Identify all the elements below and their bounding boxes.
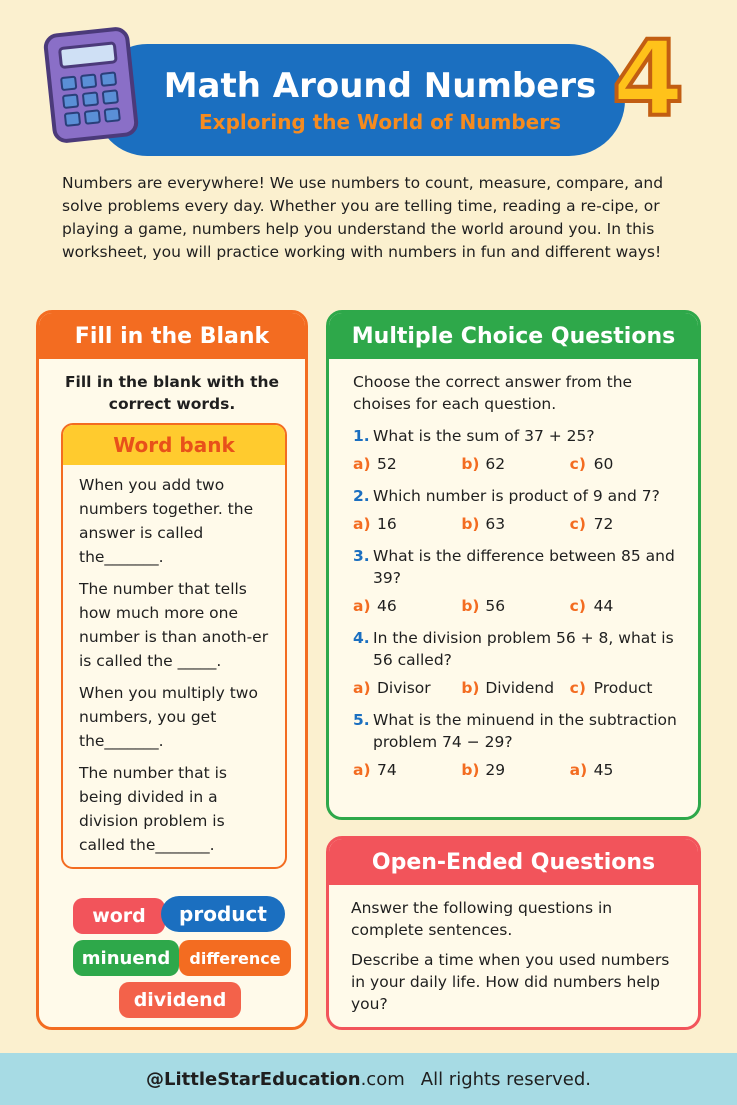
question-number: 2. <box>353 487 370 505</box>
open-ended-instruction: Answer the following questions in complete sentences. <box>351 899 613 939</box>
question-text: In the division problem 56 + 8, what is 56 called? <box>373 629 674 669</box>
fill-blank-item: When you add two numbers together. the answer is called the_______. <box>79 476 254 566</box>
fill-blank-item: When you multiply two numbers, you get the_______. <box>79 684 258 750</box>
fill-blank-title: Fill in the Blank <box>39 313 305 359</box>
question-number: 1. <box>353 427 370 445</box>
open-ended-panel <box>326 836 701 1030</box>
open-ended-title: Open-Ended Questions <box>329 839 698 885</box>
question-number: 5. <box>353 711 370 729</box>
question-text: What is the sum of 37 + 25? <box>373 427 595 445</box>
answer-option[interactable]: a) 52 <box>353 455 397 473</box>
question-text: Which number is product of 9 and 7? <box>373 487 660 505</box>
footer-rights: All rights reserved. <box>420 1068 591 1090</box>
question-4 <box>329 627 698 699</box>
multiple-choice-instruction: Choose the correct answer from the choises for each question. <box>353 373 633 413</box>
word-bank-box <box>61 423 287 869</box>
fill-in-the-blank-panel <box>36 310 308 1030</box>
question-number: 3. <box>353 547 370 565</box>
footer-handle: @LittleStarEducation <box>145 1068 361 1090</box>
answer-option[interactable]: b) 63 <box>461 515 506 533</box>
fill-blank-item: The number that tells how much more one number is than anoth-er is called the _____. <box>79 580 269 670</box>
word-chip: difference <box>179 940 291 976</box>
answer-option[interactable]: c) Product <box>569 679 653 697</box>
word-bank-title: Word bank <box>63 425 285 465</box>
answer-option[interactable]: a) 16 <box>353 515 397 533</box>
word-chip: dividend <box>119 982 241 1018</box>
multiple-choice-panel <box>326 310 701 820</box>
question-2 <box>329 485 698 535</box>
question-5 <box>329 709 698 781</box>
answer-option[interactable]: a) 45 <box>569 761 614 779</box>
answer-option[interactable]: a) 74 <box>353 761 397 779</box>
fill-blank-instruction: Fill in the blank with the correct words. <box>64 373 280 413</box>
word-chip: product <box>161 896 285 932</box>
question-text: What is the difference between 85 and 39? <box>373 547 675 587</box>
question-number: 4. <box>353 629 370 647</box>
page-subtitle: Exploring the World of Numbers <box>199 110 561 134</box>
question-text: What is the minuend in the subtraction problem 74 − 29? <box>373 711 677 751</box>
answer-option[interactable]: b) 29 <box>461 761 506 779</box>
open-ended-question: Describe a time when you used numbers in your daily life. How did numbers help you? <box>351 951 670 1013</box>
answer-option[interactable]: c) 44 <box>569 597 614 615</box>
page-title: Math Around Numbers <box>163 66 597 106</box>
word-chip: word <box>73 898 165 934</box>
answer-option[interactable]: a) Divisor <box>353 679 431 697</box>
intro-paragraph: Numbers are everywhere! We use numbers to count, measure, compare, and solve problems every day. Whether you are telling time, reading a re-cipe, or playing a game, numbers help you understand the world around you. In this worksheet, you will practice working with numbers in fun and different ways! <box>62 174 664 261</box>
answer-option[interactable]: c) 60 <box>569 455 614 473</box>
title-banner <box>95 44 625 156</box>
answer-option[interactable]: b) Dividend <box>461 679 555 697</box>
word-chips <box>69 898 289 1018</box>
word-chip: minuend <box>73 940 179 976</box>
number-four-badge: 4 <box>611 18 685 140</box>
answer-option[interactable]: b) 62 <box>461 455 506 473</box>
footer <box>0 1053 737 1105</box>
fill-blank-item: The number that is being divided in a division problem is called the_______. <box>79 764 227 854</box>
calculator-icon <box>42 26 139 144</box>
multiple-choice-title: Multiple Choice Questions <box>329 313 698 359</box>
question-3 <box>329 545 698 617</box>
footer-domain: .com <box>360 1068 405 1090</box>
answer-option[interactable]: b) 56 <box>461 597 506 615</box>
question-1 <box>329 425 698 475</box>
answer-option[interactable]: c) 72 <box>569 515 614 533</box>
answer-option[interactable]: a) 46 <box>353 597 397 615</box>
